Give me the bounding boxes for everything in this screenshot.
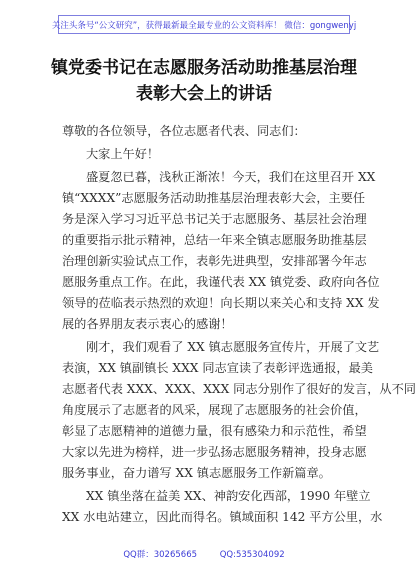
- greeting-line: 大家上午好！: [86, 147, 160, 161]
- body-line: 领导的莅临表示热烈的欢迎！向长期以来关心和支持 XX 发: [62, 296, 380, 310]
- body-line: 镇“XXXX”志愿服务活动助推基层治理表彰大会，主要任: [62, 191, 366, 205]
- body-line: 服务事业，奋力谱写 XX 镇志愿服务工作新篇章。: [62, 466, 331, 480]
- document-title-line-2: 表彰大会上的讲话: [136, 84, 272, 104]
- header-banner: 关注头条号“公文研究”，获得最新最全最专业的公文资料库！ 微信：gongwenyj: [58, 15, 350, 34]
- body-line: 角度展示了志愿者的风采，展现了志愿服务的社会价值，: [62, 403, 367, 417]
- body-line: XX 水电站建立，因此而得名。镇域面积 142 平方公里，水: [62, 510, 383, 524]
- body-line: 志愿者代表 XXX、XXX、XXX 同志分别作了很好的发言，从不同: [62, 382, 416, 396]
- footer-contact: [0, 548, 408, 564]
- body-line: 盛夏忽已暮，浅秋正渐浓！今天，我们在这里召开 XX: [86, 170, 376, 184]
- body-line: 愿服务重点工作。在此，我谨代表 XX 镇党委、政府向各位: [62, 275, 380, 289]
- document-title-line-1: 镇党委书记在志愿服务活动助推基层治理: [51, 58, 357, 78]
- footer-qq-group: QQ群：30265665: [123, 550, 198, 560]
- body-line: 彰显了志愿精神的道德力量，很有感染力和示范性，希望: [62, 424, 367, 438]
- body-line: 治理创新实验试点工作，表彰先进典型，安排部署今年志: [62, 254, 367, 268]
- salutation-line: 尊敬的各位领导，各位志愿者代表、同志们：: [62, 124, 306, 138]
- body-line: 表演，XX 镇副镇长 XXX 同志宣读了表彰评选通报，最美: [62, 361, 373, 375]
- body-line: 务是深入学习习近平总书记关于志愿服务、基层社会治理: [62, 212, 367, 226]
- body-line: XX 镇坐落在益美 XX、神韵安化西部，1990 年壁立: [86, 489, 371, 503]
- body-line: 展的各界朋友表示衷心的感谢！: [62, 317, 233, 331]
- body-line: 的重要指示批示精神，总结一年来全镇志愿服务助推基层: [62, 233, 367, 247]
- body-line: 刚才，我们观看了 XX 镇志愿服务宣传片，开展了文艺: [86, 340, 380, 354]
- footer-qq: QQ:535304092: [219, 550, 285, 560]
- body-line: 大家以先进为榜样，进一步弘扬志愿服务精神，投身志愿: [62, 445, 367, 459]
